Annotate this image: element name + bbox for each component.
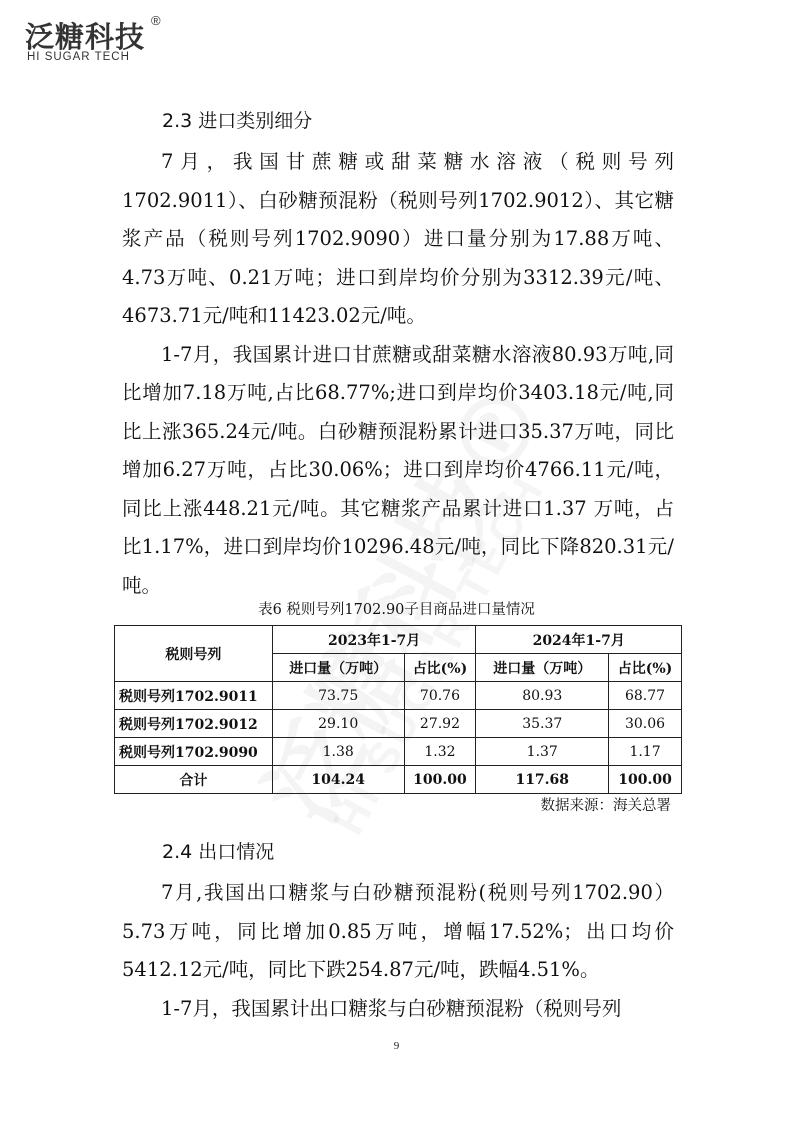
volume-2023: 1.38 (272, 738, 404, 766)
share-2024: 1.17 (609, 738, 682, 766)
header-period-2023: 2023年1-7月 (272, 626, 476, 654)
volume-2023: 73.75 (272, 682, 404, 710)
header-volume-2023: 进口量（万吨） (272, 654, 404, 682)
volume-2023: 29.10 (272, 710, 404, 738)
table-caption: 表6 税则号列1702.90子目商品进口量情况 (258, 602, 535, 618)
total-share-2024: 100.00 (609, 766, 682, 794)
volume-2024: 1.37 (476, 738, 609, 766)
header-volume-2024: 进口量（万吨） (476, 654, 609, 682)
import-volume-table (114, 625, 682, 794)
share-2023: 1.32 (404, 738, 476, 766)
table-row (115, 738, 682, 766)
paragraph-cumulative-exports: 1-7月，我国累计出口糖浆与白砂糖预混粉（税则号列 (161, 996, 622, 1020)
table-header-row (115, 626, 682, 654)
header-item: 税则号列 (115, 626, 273, 682)
header-share-2023: 占比(%) (404, 654, 476, 682)
header-share-2024: 占比(%) (609, 654, 682, 682)
total-volume-2023: 104.24 (272, 766, 404, 794)
table-total-row (115, 766, 682, 794)
table-row (115, 682, 682, 710)
share-2024: 68.77 (609, 682, 682, 710)
section-2-4-body (122, 874, 674, 1028)
logo-english-name: HI SUGAR TECH (27, 51, 130, 63)
share-2023: 70.76 (404, 682, 476, 710)
header-period-2024: 2024年1-7月 (476, 626, 682, 654)
table-row (115, 710, 682, 738)
page-number: 9 (393, 1040, 400, 1052)
row-name: 税则号列1702.9012 (115, 710, 273, 738)
paragraph-cumulative-imports: 1-7月，我国累计进口甘蔗糖或甜菜糖水溶液80.93万吨,同比增加7.18万吨,占比68.77%;进口到岸均价3403.18元/吨,同比上涨365.24元/吨。白砂糖预混粉累计进口35.37万吨，同比增加6.27万吨，占比30.06%；进口到岸均价4766.11元/吨，同比上涨448.21元/吨。其它糖浆产品累计进口1.37 万吨，占比1.17%，进口到岸均价10296.48元/吨，同比下降820.31元/吨。 (122, 342, 674, 597)
total-label: 合计 (115, 766, 273, 794)
row-name: 税则号列1702.9011 (115, 682, 273, 710)
volume-2024: 80.93 (476, 682, 609, 710)
paragraph-july-imports: 7月，我国甘蔗糖或甜菜糖水溶液（税则号列1702.9011）、白砂糖预混粉（税则号列1702.9012）、其它糖浆产品（税则号列1702.9090）进口量分别为17.88万吨、4.73万吨、0.21万吨；进口到岸均价分别为3312.39元/吨、4673.71元/吨和11423.02元/吨。 (122, 150, 674, 327)
section-heading-2-3: 2.3 进口类别细分 (162, 110, 313, 132)
registered-mark: ® (151, 13, 161, 28)
company-logo (25, 15, 195, 67)
share-2024: 30.06 (609, 710, 682, 738)
volume-2024: 35.37 (476, 710, 609, 738)
total-share-2023: 100.00 (404, 766, 476, 794)
logo-chinese-name: 泛糖科技 (25, 20, 146, 54)
total-volume-2024: 117.68 (476, 766, 609, 794)
row-name: 税则号列1702.9090 (115, 738, 273, 766)
section-2-3-body (122, 143, 674, 605)
data-source: 数据来源：海关总署 (540, 798, 671, 814)
section-heading-2-4: 2.4 出口情况 (162, 841, 275, 863)
paragraph-july-exports: 7月,我国出口糖浆与白砂糖预混粉(税则号列1702.90）5.73万吨，同比增加0.85万吨，增幅17.52%；出口均价5412.12元/吨，同比下跌254.87元/吨，跌幅4.51%。 (122, 881, 674, 981)
share-2023: 27.92 (404, 710, 476, 738)
